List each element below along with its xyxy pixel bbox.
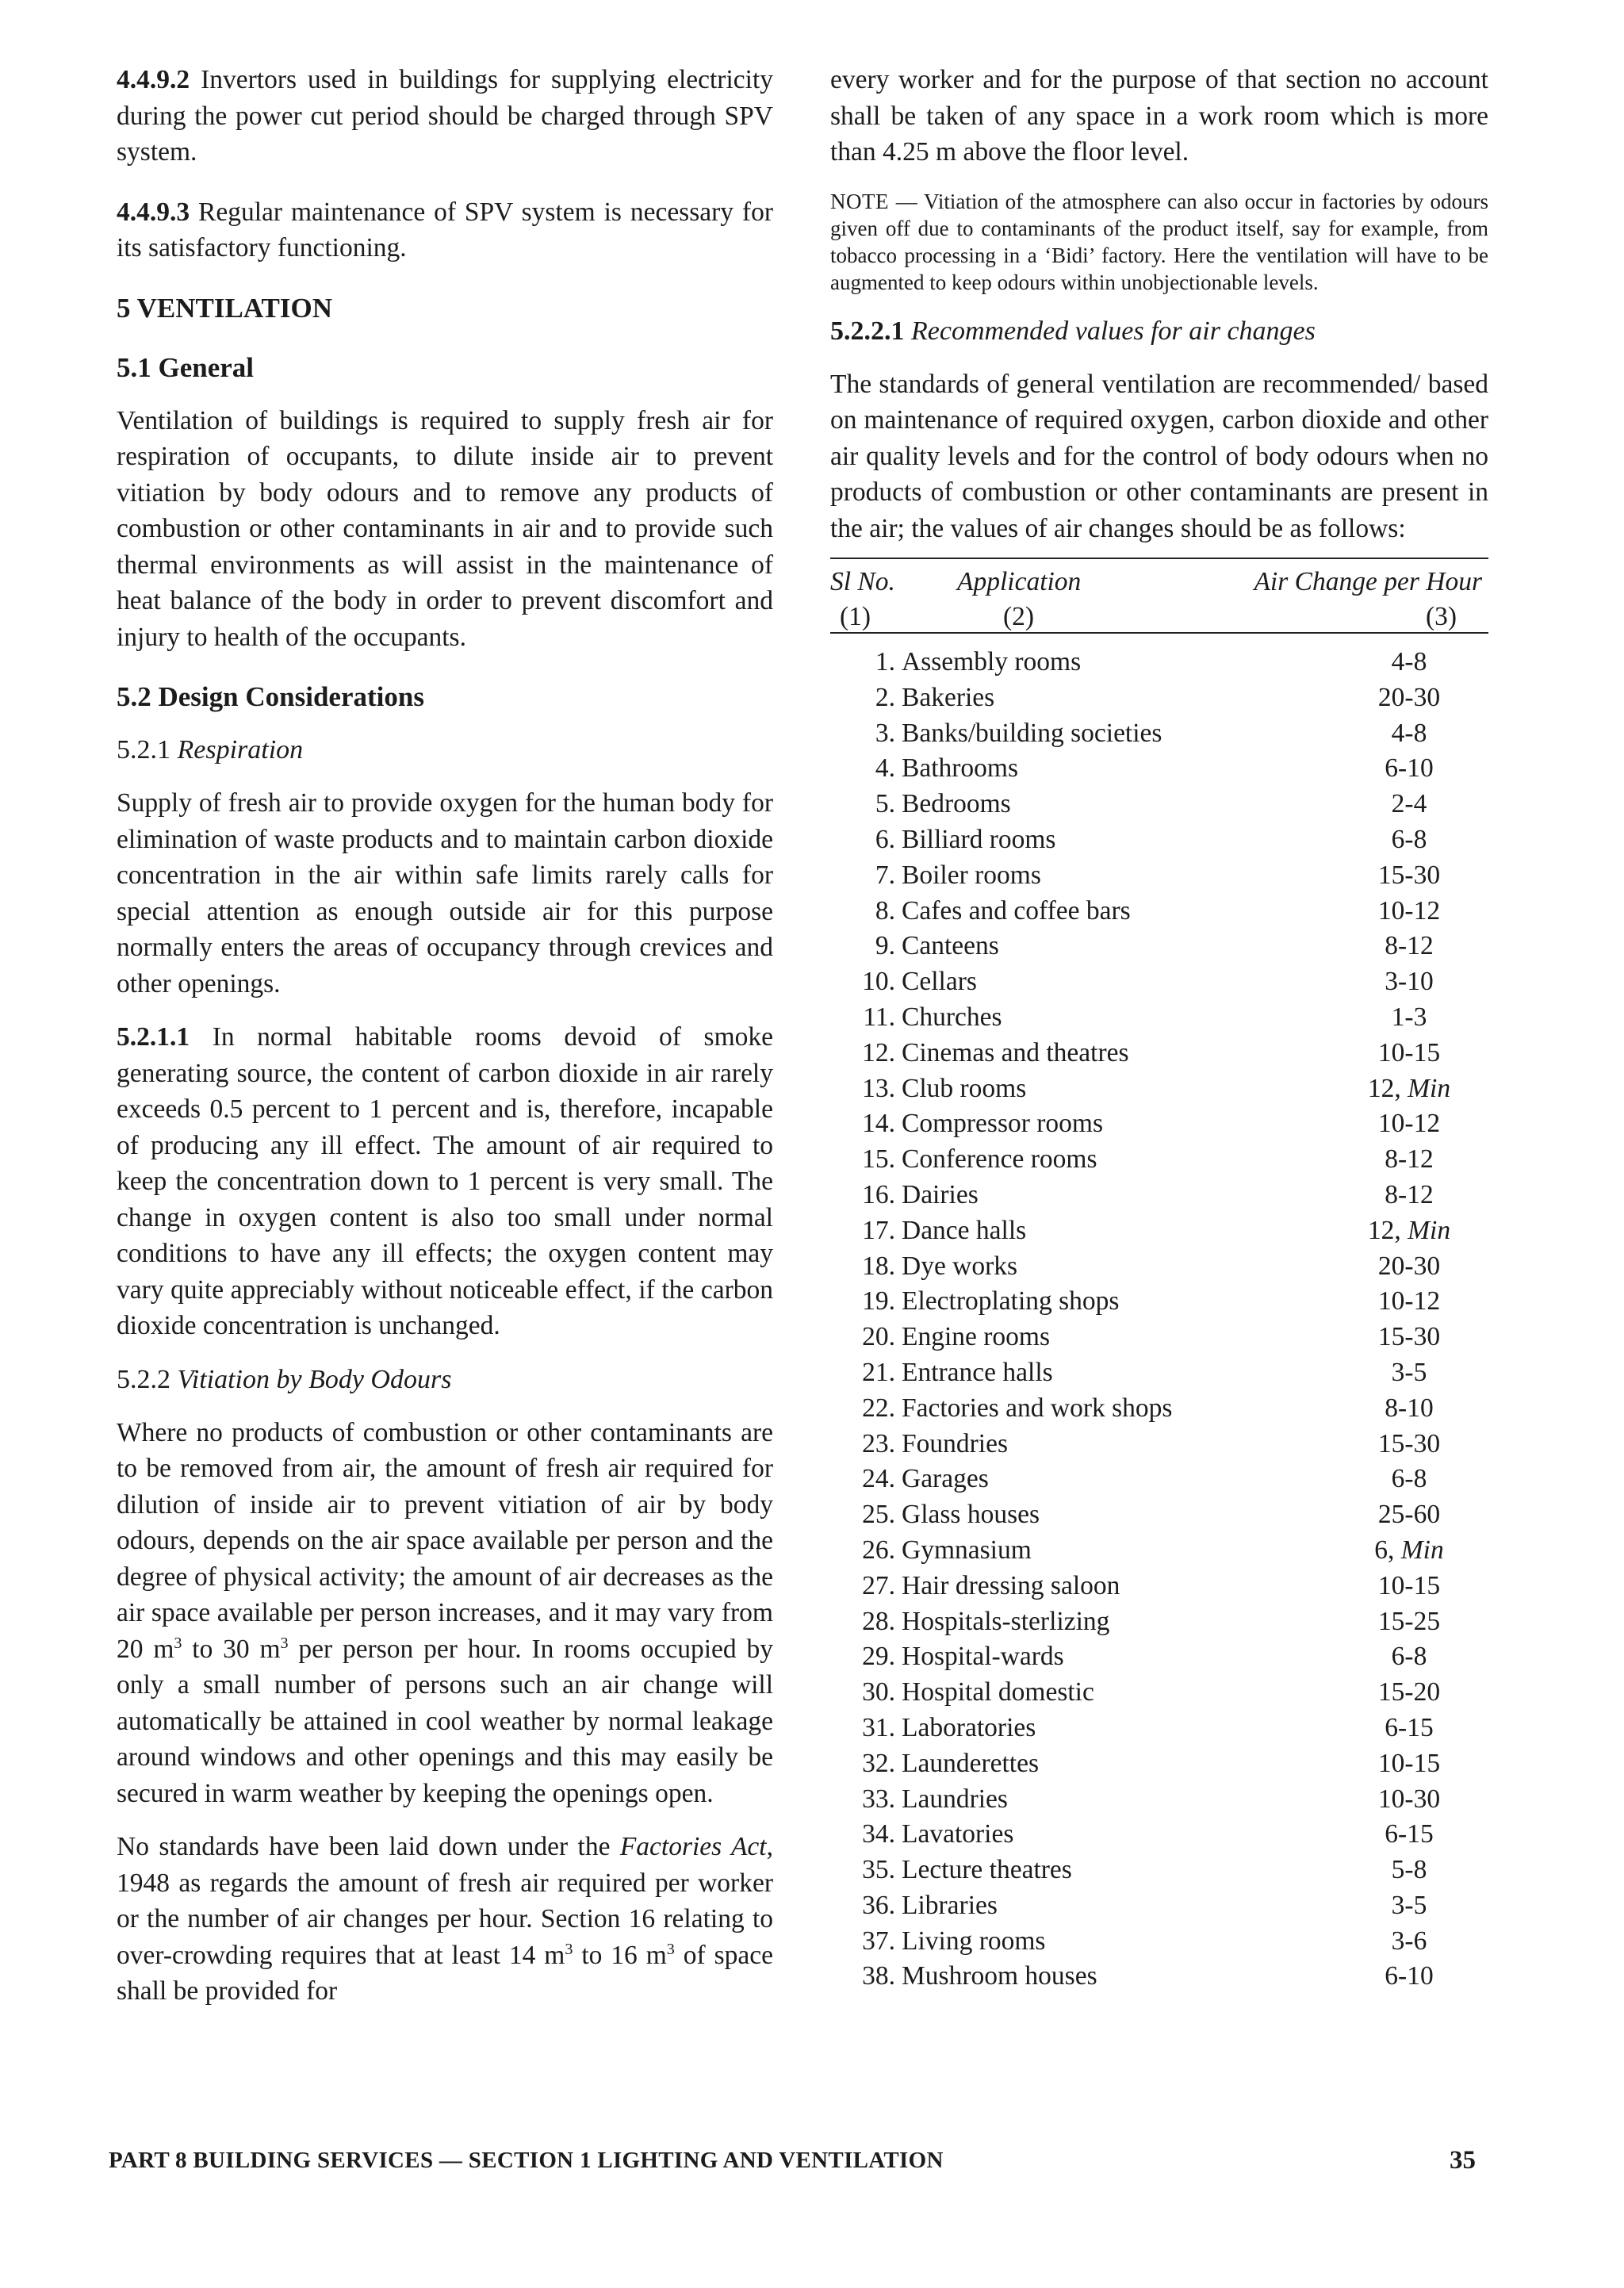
- air-change-value: 8-10: [1385, 1393, 1434, 1423]
- row-air-change: [1330, 1284, 1488, 1320]
- row-application: Hospital domestic: [902, 1677, 1094, 1707]
- row-application: Lecture theatres: [902, 1855, 1072, 1885]
- table-row: [830, 1497, 1488, 1533]
- row-sl-no: 13.: [862, 1073, 895, 1103]
- row-application: Glass houses: [902, 1500, 1040, 1530]
- row-air-change: [1330, 1639, 1488, 1675]
- row-air-change: [1330, 1675, 1488, 1711]
- text-run: of space shall be provided for: [117, 1940, 773, 2006]
- superscript: 3: [280, 1634, 289, 1652]
- section-5-2-1-text: Supply of fresh air to provide oxygen for the human body for elimination of waste products and to maintain carbon dioxide concentration in the air within safe limits rarely calls for special attention as enough outside air for this purpose normally enters the areas of occupancy through crevices and other openings.: [117, 788, 773, 998]
- text-run: per person per hour. In rooms occupied by only a small number of persons such an air change will automatically be attained in cool weather by normal leakage around windows and other openings and this may easily be secured in warm weather by keeping the openings open.: [117, 1634, 773, 1808]
- table-row: [830, 1000, 1488, 1036]
- air-change-value: 3-6: [1391, 1926, 1427, 1956]
- superscript: 3: [174, 1634, 182, 1652]
- row-air-change: [1330, 964, 1488, 1000]
- table-header: [830, 559, 1488, 632]
- text-run: to 30 m: [182, 1634, 281, 1664]
- row-application: Compressor rooms: [902, 1109, 1104, 1139]
- column-number-3: (3): [1425, 602, 1457, 631]
- row-sl-no: 25.: [862, 1500, 895, 1530]
- min-qualifier: Min: [1400, 1535, 1444, 1565]
- row-application: Bedrooms: [902, 789, 1011, 819]
- row-application: Dye works: [902, 1251, 1018, 1281]
- row-sl-no: 9.: [875, 931, 895, 961]
- air-change-value: 6-10: [1385, 753, 1434, 784]
- row-sl-no: 29.: [862, 1642, 895, 1672]
- page-number: 35: [1450, 2146, 1476, 2175]
- row-air-change: [1330, 1782, 1488, 1818]
- row-air-change: [1330, 751, 1488, 787]
- air-change-value: 15-30: [1377, 860, 1441, 890]
- row-sl-no: 38.: [862, 1961, 895, 1991]
- right-column: [830, 62, 1488, 1995]
- table-row: [830, 680, 1488, 716]
- table-row: [830, 1959, 1488, 1995]
- row-application: Cafes and coffee bars: [902, 895, 1131, 926]
- row-sl-no: 5.: [875, 789, 895, 819]
- row-sl-no: 3.: [875, 718, 895, 748]
- row-sl-no: 1.: [875, 647, 895, 676]
- row-sl-no: 23.: [862, 1428, 895, 1458]
- air-change-table: [830, 558, 1488, 1995]
- note: [830, 188, 1488, 296]
- row-air-change: [1330, 1071, 1488, 1107]
- table-row: [830, 1071, 1488, 1107]
- air-change-value: 20-30: [1377, 682, 1441, 712]
- row-application: Hospital-wards: [902, 1642, 1064, 1672]
- table-row: [830, 1782, 1488, 1818]
- row-air-change: [1330, 929, 1488, 964]
- air-change-value: 6-10: [1385, 1961, 1434, 1991]
- superscript: 3: [666, 1940, 675, 1958]
- section-5-1-text: Ventilation of buildings is required to supply fresh air for respiration of occupants, to dilute inside air to prevent vitiation by body odours and to remove any products of combustion or other contaminants in air and to provide such thermal environments as will assist in the maintenance of heat balance of the body in order to prevent discomfort and injury to health of the occupants.: [117, 405, 773, 652]
- row-sl-no: 31.: [862, 1712, 895, 1742]
- clause-text: Invertors used in buildings for supplying electricity during the power cut period should be charged through SPV system.: [117, 65, 774, 167]
- clause-title: Recommended values for air changes: [911, 316, 1316, 346]
- row-sl-no: 21.: [862, 1357, 895, 1387]
- row-air-change: [1330, 1888, 1488, 1924]
- table-row: [830, 1178, 1488, 1213]
- row-air-change: [1330, 1427, 1488, 1462]
- row-air-change: [1330, 1142, 1488, 1178]
- clause-title: Respiration: [177, 735, 304, 765]
- table-row: [830, 1639, 1488, 1675]
- row-air-change: [1330, 1036, 1488, 1071]
- air-change-value: 10-12: [1377, 895, 1441, 926]
- row-air-change: [1330, 1853, 1488, 1888]
- air-change-value: 10-30: [1377, 1784, 1441, 1814]
- row-sl-no: 2.: [875, 682, 895, 712]
- row-application: Canteens: [902, 931, 999, 961]
- row-application: Factories and work shops: [902, 1393, 1173, 1423]
- row-air-change: [1330, 716, 1488, 752]
- row-air-change: [1330, 822, 1488, 858]
- clause-number: 4.4.9.2: [117, 65, 190, 94]
- row-sl-no: 17.: [862, 1215, 895, 1245]
- clause-number: 5.2.1: [117, 735, 170, 765]
- row-air-change: [1330, 1249, 1488, 1285]
- air-change-value: 3-5: [1391, 1357, 1427, 1387]
- row-sl-no: 37.: [862, 1926, 895, 1956]
- clause-number: 5.2.1.1: [117, 1022, 190, 1052]
- page-footer: [109, 2144, 1488, 2176]
- left-column: [117, 62, 773, 2010]
- section-5-2-1-heading: [117, 732, 773, 768]
- row-application: Billiard rooms: [902, 824, 1056, 854]
- air-change-value: 1-3: [1391, 1002, 1427, 1032]
- row-application: Garages: [902, 1464, 989, 1494]
- air-change-value: 10-15: [1377, 1037, 1441, 1067]
- row-application: Laundries: [902, 1784, 1008, 1814]
- clause-5-2-1-1: [117, 1019, 773, 1344]
- table-row: [830, 964, 1488, 1000]
- air-change-value: 4-8: [1391, 647, 1427, 676]
- air-change-value: 10-15: [1377, 1570, 1441, 1600]
- air-change-value: 6-8: [1391, 1642, 1427, 1672]
- section-5-2-2-1-heading: [830, 313, 1488, 349]
- table-row: [830, 787, 1488, 822]
- row-application: Bathrooms: [902, 753, 1019, 784]
- clause-title: Vitiation by Body Odours: [177, 1364, 452, 1394]
- row-application: Dairies: [902, 1179, 979, 1209]
- row-sl-no: 24.: [862, 1464, 895, 1494]
- row-air-change: [1330, 894, 1488, 929]
- row-air-change: [1330, 858, 1488, 894]
- header-air-change: Air Change per Hour: [1254, 567, 1482, 596]
- continued-text: every worker and for the purpose of that section no account shall be taken of any space in a work room which is more than 4.25 m above the floor level.: [830, 65, 1488, 167]
- row-application: Churches: [902, 1002, 1002, 1032]
- row-application: Club rooms: [902, 1073, 1027, 1103]
- row-application: Cellars: [902, 967, 977, 997]
- text-run: Where no products of combustion or other contaminants are to be removed from air, the amount of fresh air required for dilution of inside air to prevent vitiation of air by body odours, depends on the air space available per person and the degree of physical activity; the amount of air decreases as the air space available per person increases, and it may vary from 20 m: [117, 1417, 773, 1664]
- table-row: [830, 1817, 1488, 1853]
- row-sl-no: 7.: [875, 860, 895, 890]
- section-5-2-heading: 5.2 Design Considerations: [117, 681, 424, 712]
- table-row: [830, 716, 1488, 752]
- row-application: Living rooms: [902, 1926, 1046, 1956]
- header-application: Application: [957, 567, 1082, 596]
- air-change-value: 2-4: [1391, 789, 1427, 819]
- air-change-value: 4-8: [1391, 718, 1427, 748]
- row-air-change: [1330, 1817, 1488, 1853]
- text-run: to 16 m: [573, 1940, 667, 1970]
- row-application: Hair dressing saloon: [902, 1570, 1120, 1600]
- air-change-value: 12,: [1367, 1073, 1401, 1103]
- note-label: NOTE —: [830, 189, 918, 213]
- row-sl-no: 18.: [862, 1251, 895, 1281]
- row-sl-no: 27.: [862, 1570, 895, 1600]
- table-body: [830, 634, 1488, 1995]
- row-application: Cinemas and theatres: [902, 1037, 1129, 1067]
- row-application: Launderettes: [902, 1748, 1039, 1778]
- row-air-change: [1330, 1213, 1488, 1249]
- table-row: [830, 894, 1488, 929]
- row-application: Dance halls: [902, 1215, 1027, 1245]
- row-sl-no: 10.: [862, 967, 895, 997]
- air-change-value: 25-60: [1377, 1500, 1441, 1530]
- air-change-value: 20-30: [1377, 1251, 1441, 1281]
- table-row: [830, 751, 1488, 787]
- table-row: [830, 1106, 1488, 1142]
- clause-number: 5.2.2.1: [830, 316, 905, 346]
- table-row: [830, 1249, 1488, 1285]
- air-change-value: 6,: [1374, 1535, 1395, 1565]
- table-row: [830, 645, 1488, 680]
- air-change-value: 6-8: [1391, 824, 1427, 854]
- table-row: [830, 1569, 1488, 1604]
- row-application: Banks/building societies: [902, 718, 1162, 748]
- row-application: Conference rooms: [902, 1144, 1097, 1175]
- row-air-change: [1330, 1391, 1488, 1427]
- min-qualifier: Min: [1408, 1073, 1451, 1103]
- table-row: [830, 1213, 1488, 1249]
- air-change-value: 3-5: [1391, 1890, 1427, 1920]
- air-change-value: 3-10: [1385, 967, 1434, 997]
- table-row: [830, 1284, 1488, 1320]
- column-number-2: (2): [1003, 602, 1035, 631]
- row-air-change: [1330, 680, 1488, 716]
- air-change-value: 15-25: [1377, 1606, 1441, 1636]
- row-application: Entrance halls: [902, 1357, 1053, 1387]
- act-title: Factories Act: [619, 1832, 767, 1861]
- row-application: Bakeries: [902, 682, 995, 712]
- row-application: Mushroom houses: [902, 1961, 1097, 1991]
- row-application: Gymnasium: [902, 1535, 1032, 1565]
- table-row: [830, 1746, 1488, 1782]
- row-application: Lavatories: [902, 1819, 1014, 1849]
- row-sl-no: 30.: [862, 1677, 895, 1707]
- text-run: , 1948 as regards the amount of fresh air required per worker or the number of air changes per hour. Section 16 relating to over-crowding requires that at least 14 m: [117, 1832, 773, 1970]
- row-air-change: [1330, 1959, 1488, 1995]
- row-sl-no: 28.: [862, 1606, 895, 1636]
- row-sl-no: 14.: [862, 1109, 895, 1139]
- table-row: [830, 1036, 1488, 1071]
- clause-4-4-9-2: [117, 62, 773, 171]
- row-application: Assembly rooms: [902, 647, 1082, 676]
- clause-number: 5.2.2: [117, 1364, 170, 1394]
- section-5-2-2-heading: [117, 1362, 773, 1397]
- row-sl-no: 35.: [862, 1855, 895, 1885]
- note-text: Vitiation of the atmosphere can also occur in factories by odours given off due to contaminants of the product itself, say for example, from tobacco processing in a ‘Bidi’ factory. Here the ventilation will have to be augmented to keep odours within unobjectionable levels.: [830, 189, 1488, 294]
- row-application: Foundries: [902, 1428, 1008, 1458]
- air-change-value: 8-12: [1385, 931, 1434, 961]
- air-change-value: 6-8: [1391, 1464, 1427, 1494]
- table-row: [830, 858, 1488, 894]
- row-air-change: [1330, 1355, 1488, 1391]
- row-application: Engine rooms: [902, 1322, 1051, 1352]
- table-row: [830, 1888, 1488, 1924]
- superscript: 3: [565, 1940, 573, 1958]
- clause-text: Regular maintenance of SPV system is necessary for its satisfactory functioning.: [117, 197, 773, 263]
- air-change-value: 10-15: [1377, 1748, 1441, 1778]
- text-run: No standards have been laid down under the: [117, 1832, 620, 1861]
- row-air-change: [1330, 1497, 1488, 1533]
- row-application: Hospitals-sterlizing: [902, 1606, 1110, 1636]
- air-change-value: 6-15: [1385, 1819, 1434, 1849]
- row-sl-no: 16.: [862, 1179, 895, 1209]
- table-row: [830, 1142, 1488, 1178]
- row-air-change: [1330, 1746, 1488, 1782]
- min-qualifier: Min: [1408, 1215, 1451, 1245]
- row-sl-no: 33.: [862, 1784, 895, 1814]
- row-sl-no: 36.: [862, 1890, 895, 1920]
- row-sl-no: 12.: [862, 1037, 895, 1067]
- row-air-change: [1330, 1604, 1488, 1640]
- table-row: [830, 1711, 1488, 1746]
- section-5-2-2-text: [117, 1415, 773, 1812]
- row-application: Boiler rooms: [902, 860, 1041, 890]
- row-sl-no: 8.: [875, 895, 895, 926]
- row-sl-no: 32.: [862, 1748, 895, 1778]
- table-row: [830, 1355, 1488, 1391]
- row-air-change: [1330, 1178, 1488, 1213]
- clause-number: 4.4.9.3: [117, 197, 190, 227]
- table-row: [830, 1853, 1488, 1888]
- table-row: [830, 1427, 1488, 1462]
- row-sl-no: 15.: [862, 1144, 895, 1175]
- air-change-value: 15-20: [1377, 1677, 1441, 1707]
- table-row: [830, 1320, 1488, 1355]
- row-sl-no: 11.: [863, 1002, 895, 1032]
- table-row: [830, 1675, 1488, 1711]
- footer-title: PART 8 BUILDING SERVICES — SECTION 1 LIGHTING AND VENTILATION: [109, 2148, 944, 2173]
- air-change-value: 10-12: [1377, 1109, 1441, 1139]
- clause-4-4-9-3: [117, 194, 773, 266]
- row-application: Electroplating shops: [902, 1286, 1120, 1316]
- row-sl-no: 26.: [862, 1535, 895, 1565]
- table-row: [830, 822, 1488, 858]
- table-row: [830, 1462, 1488, 1497]
- row-air-change: [1330, 1320, 1488, 1355]
- air-change-value: 8-12: [1385, 1144, 1434, 1175]
- header-sl-no: Sl No.: [830, 567, 895, 596]
- row-sl-no: 6.: [875, 824, 895, 854]
- row-air-change: [1330, 1533, 1488, 1569]
- air-change-value: 15-30: [1377, 1322, 1441, 1352]
- air-change-value: 15-30: [1377, 1428, 1441, 1458]
- row-sl-no: 22.: [862, 1393, 895, 1423]
- table-row: [830, 1391, 1488, 1427]
- row-sl-no: 19.: [862, 1286, 895, 1316]
- row-application: Laboratories: [902, 1712, 1036, 1742]
- row-sl-no: 20.: [862, 1322, 895, 1352]
- row-sl-no: 4.: [875, 753, 895, 784]
- air-change-value: 12,: [1367, 1215, 1401, 1245]
- column-number-1: (1): [840, 602, 871, 631]
- clause-text: In normal habitable rooms devoid of smoke generating source, the content of carbon dioxide in air rarely exceeds 0.5 percent to 1 percent and is, therefore, incapable of producing any ill effect. The amount of air required to keep the concentration down to 1 percent is very small. The change in oxygen content is also too small under normal conditions to have any ill effects; the oxygen content may vary quite appreciably without noticeable effect, if the carbon dioxide concentration is unchanged.: [117, 1022, 774, 1340]
- row-air-change: [1330, 1000, 1488, 1036]
- row-sl-no: 34.: [862, 1819, 895, 1849]
- section-5-2-2-1-text: The standards of general ventilation are recommended/ based on maintenance of required oxygen, carbon dioxide and other air quality levels and for the control of body odours when no products of combustion or other contaminants are present in the air; the values of air changes should be as follows:: [830, 369, 1488, 543]
- row-air-change: [1330, 1106, 1488, 1142]
- air-change-value: 8-12: [1385, 1179, 1434, 1209]
- row-air-change: [1330, 1462, 1488, 1497]
- section-5-1-heading: 5.1 General: [117, 351, 255, 383]
- air-change-value: 6-15: [1385, 1712, 1434, 1742]
- row-air-change: [1330, 645, 1488, 680]
- row-application: Libraries: [902, 1890, 998, 1920]
- row-air-change: [1330, 1924, 1488, 1960]
- air-change-value: 5-8: [1391, 1855, 1427, 1885]
- row-air-change: [1330, 1569, 1488, 1604]
- table-row: [830, 1533, 1488, 1569]
- table-row: [830, 1604, 1488, 1640]
- factories-act-text: [117, 1829, 773, 2010]
- air-change-value: 10-12: [1377, 1286, 1441, 1316]
- row-air-change: [1330, 1711, 1488, 1746]
- table-row: [830, 1924, 1488, 1960]
- row-air-change: [1330, 787, 1488, 822]
- table-row: [830, 929, 1488, 964]
- section-5-heading: 5 VENTILATION: [117, 292, 332, 324]
